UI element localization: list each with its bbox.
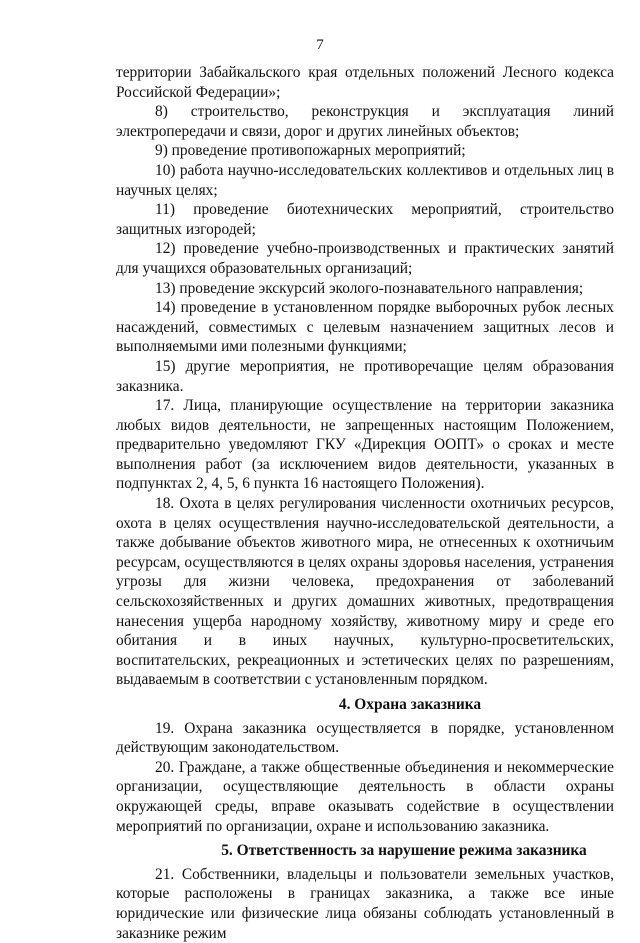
- paragraph-item-14: 14) проведение в установленном порядке выборочных рубок лесных насаждений, совместимых с целевым назначением защитных лесов и выполняемыми ими полезными функциями;: [116, 299, 614, 356]
- paragraph-clause-18: 18. Охота в целях регулирования численности охотничьих ресурсов, охота в целях осуществления научно-исследовательской деятельности, а также добывание объектов животного мира, не отнесенных к охотничьим ресурсам, осуществляются в целях охраны здоровья населения, устранения угрозы для жизни человека, предохранения от заболеваний сельскохозяйственных и других домашних животных, предотвращения нанесения ущерба народному хозяйству, животному миру и среде его обитания и в иных научных, культурно-просветительских, воспитательских, рекреационных и эстетических целях по разрешениям, выдаваемым в соответствии с установленным порядком.: [116, 495, 614, 689]
- paragraph-item-7-continuation: территории Забайкальского края отдельных положений Лесного кодекса Российской Федерации»;: [116, 64, 614, 101]
- page-number: 7: [316, 37, 324, 53]
- paragraph-clause-19: 19. Охрана заказника осуществляется в порядке, установленном действующим законодательством.: [116, 719, 614, 757]
- paragraph-clause-20: 20. Граждане, а также общественные объединения и некоммерческие организации, осуществляющие деятельность в области охраны окружающей среды, вправе оказывать содействие в осуществлении мероприятий по организации, охране и использованию заказника.: [116, 758, 614, 835]
- paragraph-item-13: 13) проведение экскурсий эколого-познавательного направления;: [155, 279, 584, 297]
- paragraph-item-10: 10) работа научно-исследовательских коллективов и отдельных лиц в научных целях;: [116, 161, 614, 199]
- paragraph-item-8: 8) строительство, реконструкция и эксплуатация линий электропередачи и связи, дорог и других линейных объектов;: [116, 103, 614, 140]
- paragraph-item-12: 12) проведение учебно-производственных и практических занятий для учащихся образовательных организаций;: [116, 240, 614, 277]
- section-heading-4: 4. Охрана заказника: [338, 696, 482, 713]
- paragraph-item-11: 11) проведение биотехнических мероприятий, строительство защитных изгородей;: [116, 201, 614, 238]
- paragraph-item-15: 15) другие мероприятия, не противоречащие целям образования заказника.: [116, 357, 614, 395]
- paragraph-clause-21: 21. Собственники, владельцы и пользователи земельных участков, которые расположены в границах заказника, а также все иные юридические или физические лица обязаны соблюдать установленный в заказнике режим: [116, 865, 614, 942]
- section-heading-5: 5. Ответственность за нарушение режима заказника: [221, 842, 587, 860]
- paragraph-item-9: 9) проведение противопожарных мероприятий;: [155, 142, 466, 160]
- paragraph-clause-17: 17. Лица, планирующие осуществление на территории заказника любых видов деятельности, не запрещенных настоящим Положением, предварительно уведомляют ГКУ «Дирекция ООПТ» о сроках и месте выполнения работ (за исключением видов деятельности, указанных в подпунктах 2, 4, 5, 6 пункта 16 настоящего Положения).: [116, 397, 614, 493]
- document-body: [116, 63, 614, 943]
